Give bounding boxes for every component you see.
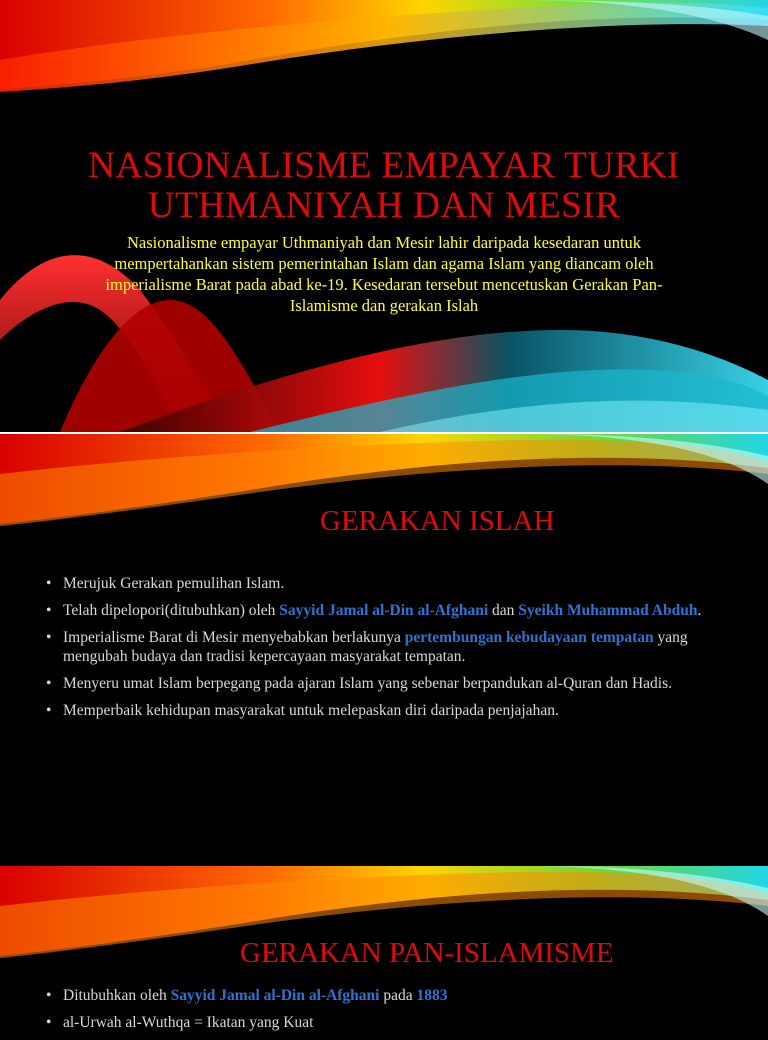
list-item: • Merujuk Gerakan pemulihan Islam.	[46, 575, 285, 592]
slide-2-title: GERAKAN ISLAH	[320, 505, 555, 537]
highlight-phrase: pertembungan kebudayaan tempatan	[404, 629, 654, 646]
list-item: • Memperbaik kehidupan masyarakat untuk melepaskan diri daripada penjajahan.	[46, 702, 559, 719]
slide-1-title	[60, 146, 708, 226]
highlight-name: Syeikh Muhammad Abduh	[518, 602, 698, 619]
list-item: • Ditubuhkan oleh Sayyid Jamal al-Din al-Afghani pada 1883	[46, 987, 448, 1004]
bullet-text: Menyeru umat Islam berpegang pada ajaran Islam yang sebenar berpandukan al-Quran dan Hadis.	[63, 675, 672, 692]
bullet-text: Telah dipelopori(ditubuhkan) oleh	[63, 602, 280, 619]
slide-1	[0, 0, 768, 432]
bullet-text: .	[697, 602, 702, 619]
bullet-text: al-Urwah al-Wuthqa = Ikatan yang Kuat	[63, 1014, 314, 1031]
slide-3-title: GERAKAN PAN-ISLAMISME	[240, 937, 614, 969]
bullet-text: Merujuk Gerakan pemulihan Islam.	[63, 575, 285, 592]
list-item: • Telah dipelopori(ditubuhkan) oleh Sayyid Jamal al-Din al-Afghani dan Syeikh Muhammad Abduh.	[46, 602, 702, 619]
bullet-text: pada	[379, 987, 417, 1004]
highlight-name: Sayyid Jamal al-Din al-Afghani	[170, 987, 380, 1004]
highlight-name: Sayyid Jamal al-Din al-Afghani	[279, 602, 489, 619]
slide-3-bullet-list	[44, 986, 724, 1040]
bullet-text: Ditubuhkan oleh	[63, 987, 171, 1004]
list-item: • Menyeru umat Islam berpegang pada ajaran Islam yang sebenar berpandukan al-Quran dan Hadis.	[46, 675, 672, 692]
highlight-year: 1883	[416, 987, 448, 1004]
list-item: • al-Urwah al-Wuthqa = Ikatan yang Kuat	[46, 1014, 314, 1031]
list-item: • Imperialisme Barat di Mesir menyebabkan berlakunya pertembungan kebudayaan tempatan yang mengubah budaya dan tradisi kepercayaan masyarakat tempatan.	[46, 629, 688, 665]
slide-2-bullet-list	[44, 574, 724, 728]
slide-1-title-line-2: UTHMANIYAH DAN MESIR	[147, 185, 621, 226]
bullet-text: Memperbaik kehidupan masyarakat untuk melepaskan diri daripada penjajahan.	[63, 702, 559, 719]
slide-1-title-line-1: NASIONALISME EMPAYAR TURKI	[88, 145, 680, 186]
bullet-text: Imperialisme Barat di Mesir menyebabkan berlakunya	[63, 629, 405, 646]
bullet-text: dan	[488, 602, 519, 619]
bullet-text: yang mengubah budaya dan tradisi kepercayaan masyarakat tempatan.	[63, 629, 688, 665]
slide-1-subtitle: Nasionalisme empayar Uthmaniyah dan Mesir lahir daripada kesedaran untuk mempertahankan sistem pemerintahan Islam dan agama Islam yang diancam oleh imperialisme Barat pada abad ke-19. Kesedaran tersebut mencetuskan Gerakan Pan-Islamisme dan gerakan Islah	[105, 233, 663, 315]
